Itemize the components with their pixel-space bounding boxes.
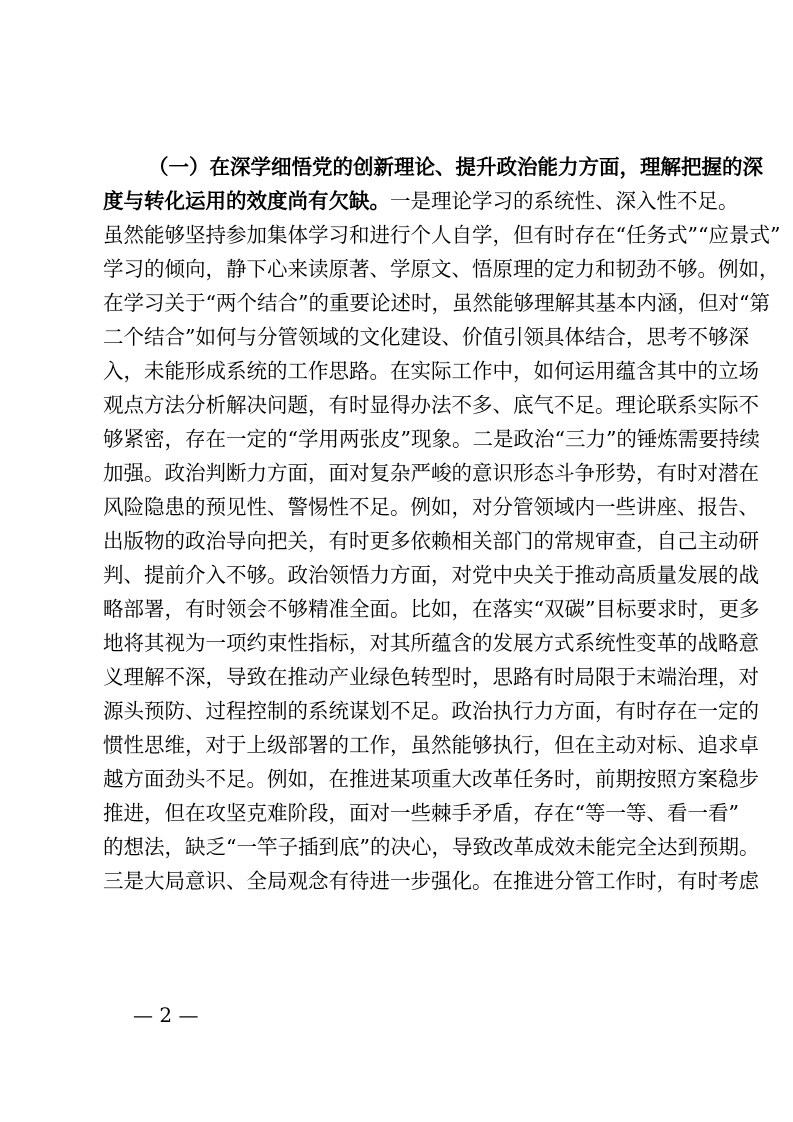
paragraph-line-3: 虽然能够坚持参加集体学习和进行个人自学，但有时存在“任务式”“应景式” [103,223,781,247]
page-number: — 2 — [133,1003,199,1027]
paragraph-line-2 [103,184,739,218]
paragraph-line-14: 略部署，有时领会不够精准全面。比如，在落实“双碳”目标要求时，更多 [103,597,760,621]
paragraph-line-1 [148,150,763,184]
paragraph-line-19: 越方面劲头不足。例如，在推进某项重大改革任务时，前期按照方案稳步 [103,767,759,791]
paragraph-line-12: 出版物的政治导向把关，有时更多依赖相关部门的常规审查，自己主动研 [103,529,759,553]
paragraph-line-11: 风险隐患的预见性、警惕性不足。例如，对分管领域内一些讲座、报告、 [103,495,759,519]
paragraph-line-6: 二个结合”如何与分管领域的文化建设、价值引领具体结合，思考不够深 [103,325,749,349]
paragraph-line-8: 观点方法分析解决问题，有时显得办法不多、底气不足。理论联系实际不 [103,393,759,417]
paragraph-line-5: 在学习关于“两个结合”的重要论述时，虽然能够理解其基本内涵，但对“第 [103,291,770,315]
paragraph-line-20: 推进，但在攻坚克难阶段，面对一些棘手矛盾，存在“等一等、看一看” [103,801,739,825]
paragraph-text: 一是理论学习的系统性、深入性不足。 [390,189,739,213]
paragraph-line-15: 地将其视为一项约束性指标，对其所蕴含的发展方式系统性变革的战略意 [103,631,759,655]
paragraph-line-21: 的想法，缺乏“一竿子插到底”的决心，导致改革成效未能完全达到预期。 [103,835,760,859]
paragraph-line-18: 惯性思维，对于上级部署的工作，虽然能够执行，但在主动对标、追求卓 [103,733,759,757]
section-heading-part-2: 度与转化运用的效度尚有欠缺。 [103,189,390,213]
paragraph-line-22: 三是大局意识、全局观念有待进一步强化。在推进分管工作时，有时考虑 [103,869,759,893]
paragraph-line-13: 判、提前介入不够。政治领悟力方面，对党中央关于推动高质量发展的战 [103,563,759,587]
paragraph-line-16: 义理解不深，导致在推动产业绿色转型时，思路有时局限于末端治理，对 [103,665,759,689]
paragraph-line-7: 入，未能形成系统的工作思路。在实际工作中，如何运用蕴含其中的立场 [103,359,759,383]
paragraph-line-4: 学习的倾向，静下心来读原著、学原文、悟原理的定力和韧劲不够。例如， [103,257,780,281]
paragraph-line-17: 源头预防、过程控制的系统谋划不足。政治执行力方面，有时存在一定的 [103,699,759,723]
paragraph-line-10: 加强。政治判断力方面，面对复杂严峻的意识形态斗争形势，有时对潜在 [103,461,759,485]
section-heading-part-1: （一）在深学细悟党的创新理论、提升政治能力方面，理解把握的深 [148,155,763,179]
paragraph-line-9: 够紧密，存在一定的“学用两张皮”现象。二是政治“三力”的锤炼需要持续 [103,427,760,451]
